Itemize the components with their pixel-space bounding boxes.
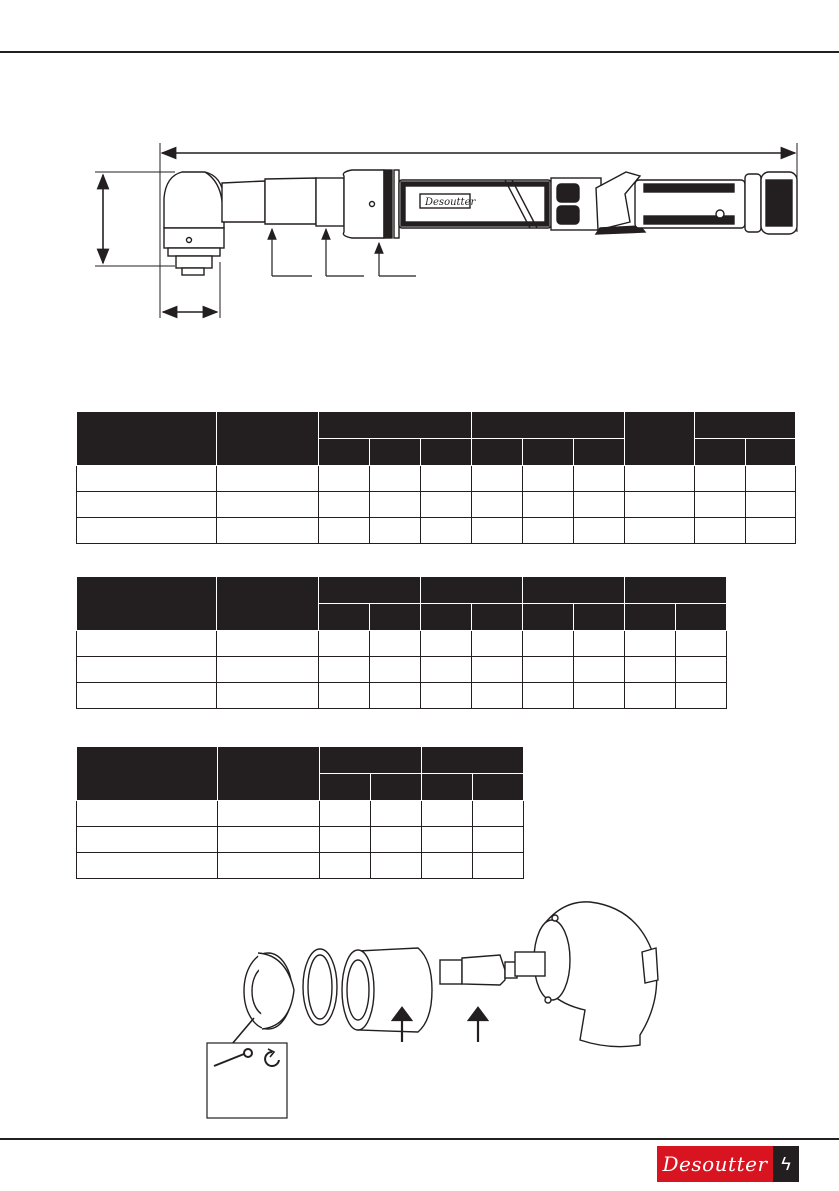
tool-instruction-box — [207, 1043, 287, 1118]
table-row — [77, 657, 727, 683]
table-row — [77, 631, 727, 657]
head-height-dimension — [95, 172, 175, 266]
table-row — [77, 466, 796, 492]
header-cell — [217, 412, 319, 466]
table-row — [77, 683, 727, 709]
table-row — [77, 827, 524, 853]
header-cell — [77, 412, 217, 466]
spec-table-3 — [76, 746, 524, 879]
lightning-hand-icon: ϟ — [773, 1146, 799, 1182]
header-cell — [472, 412, 625, 439]
header-cell — [319, 412, 472, 439]
brand-logo — [657, 1146, 799, 1182]
nutrunner-tool — [164, 170, 797, 275]
overall-length-dimension — [160, 143, 797, 318]
header-cell — [625, 412, 695, 466]
table-row — [77, 492, 796, 518]
table-row — [77, 853, 524, 879]
table-row — [77, 801, 524, 827]
wrench-leader — [232, 1018, 254, 1044]
table-row — [77, 518, 796, 544]
assembly-illustration — [244, 902, 658, 1047]
brand-wordmark: Desoutter — [657, 1146, 773, 1182]
spec-table-1 — [76, 411, 796, 544]
spec-table-2 — [76, 576, 727, 709]
handle-brand-text: Desoutter — [425, 197, 476, 208]
header-cell — [695, 412, 796, 439]
